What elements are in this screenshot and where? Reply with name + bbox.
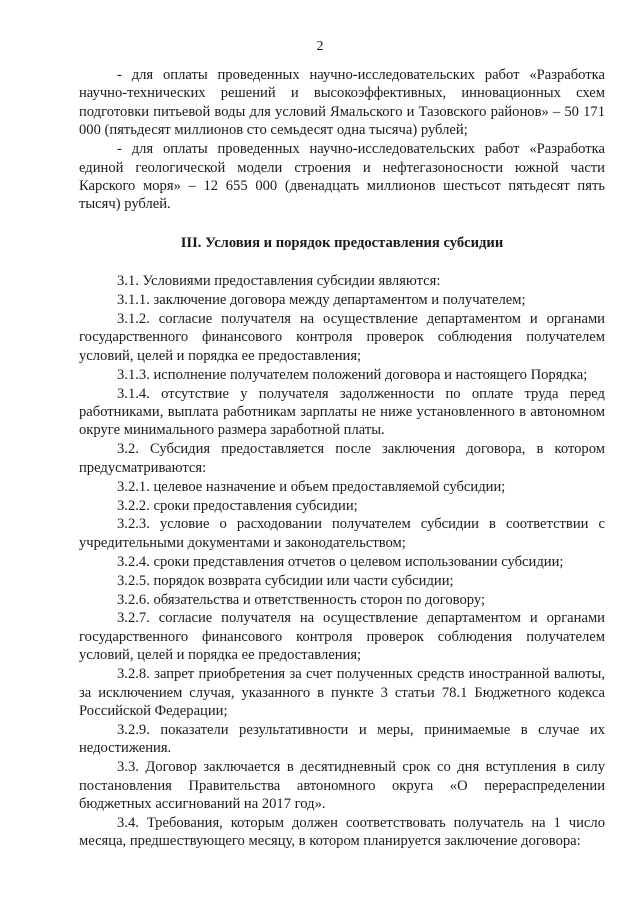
clause-3-1-4: 3.1.4. отсутствие у получателя задолженности по оплате труда перед работниками, выплата работникам зарплаты не ниже установленного в автономном округе минимального размера заработной платы. — [79, 385, 605, 439]
document-body — [79, 66, 605, 851]
clause-3-1-1: 3.1.1. заключение договора между департаментом и получателем; — [117, 292, 526, 309]
clause-3-1: 3.1. Условиями предоставления субсидии являются: — [117, 273, 441, 290]
clause-3-4: 3.4. Требования, которым должен соответствовать получатель на 1 число месяца, предшествующего месяцу, в котором планируется заключение договора: — [79, 814, 605, 850]
clause-3-2-9: 3.2.9. показатели результативности и меры, принимаемые в случае их недостижения. — [79, 721, 605, 757]
clause-3-2-1: 3.2.1. целевое назначение и объем предоставляемой субсидии; — [117, 478, 506, 495]
page-number: 2 — [316, 39, 324, 54]
clause-3-1-2: 3.1.2. согласие получателя на осуществление департаментом и органами государственного финансового контроля проверок соблюдения получателем условий, целей и порядка ее предоставления; — [79, 310, 605, 364]
clause-3-2-4: 3.2.4. сроки представления отчетов о целевом использовании субсидии; — [117, 553, 564, 570]
clause-3-2-2: 3.2.2. сроки предоставления субсидии; — [117, 497, 358, 514]
section-heading: III. Условия и порядок предоставления субсидии — [180, 234, 504, 251]
clause-3-3: 3.3. Договор заключается в десятидневный срок со дня вступления в силу постановления Правительства автономного округа «О перераспределении бюджетных ассигнований на 2017 год». — [79, 759, 605, 813]
clause-3-2-6: 3.2.6. обязательства и ответственность сторон по договору; — [117, 591, 486, 608]
paragraph-payment-1: - для оплаты проведенных научно-исследовательских работ «Разработка научно-технических решений и высокоэффективных, инновационных схем подготовки питьевой воды для условий Ямальского и Тазовского районов» – 50 171 000 (пятьдесят миллионов сто семьдесят одна тысяча) рублей; — [79, 67, 605, 139]
clause-3-2-8: 3.2.8. запрет приобретения за счет полученных средств иностранной валюты, за исключением случая, указанного в пункте 3 статьи 78.1 Бюджетного кодекса Российской Федерации; — [79, 666, 605, 719]
paragraph-payment-2: - для оплаты проведенных научно-исследовательских работ «Разработка единой геологической модели строения и нефтегазоносности южной части Карского моря» – 12 655 000 (двенадцать миллионов шестьсот пятьдесят пять тысяч) рублей. — [79, 141, 605, 213]
clause-3-2-7: 3.2.7. согласие получателя на осуществление департаментом и органами государственного финансового контроля проверок соблюдения получателем условий, целей и порядка ее предоставления; — [79, 610, 605, 664]
clause-3-2-3: 3.2.3. условие о расходовании получателем субсидии в соответствии с учредительными документами и законодательством; — [79, 516, 605, 551]
clause-3-1-3: 3.1.3. исполнение получателем положений договора и настоящего Порядка; — [117, 366, 588, 383]
clause-3-2: 3.2. Субсидия предоставляется после заключения договора, в котором предусматриваются: — [79, 441, 605, 476]
clause-3-2-5: 3.2.5. порядок возврата субсидии или части субсидии; — [117, 572, 454, 589]
